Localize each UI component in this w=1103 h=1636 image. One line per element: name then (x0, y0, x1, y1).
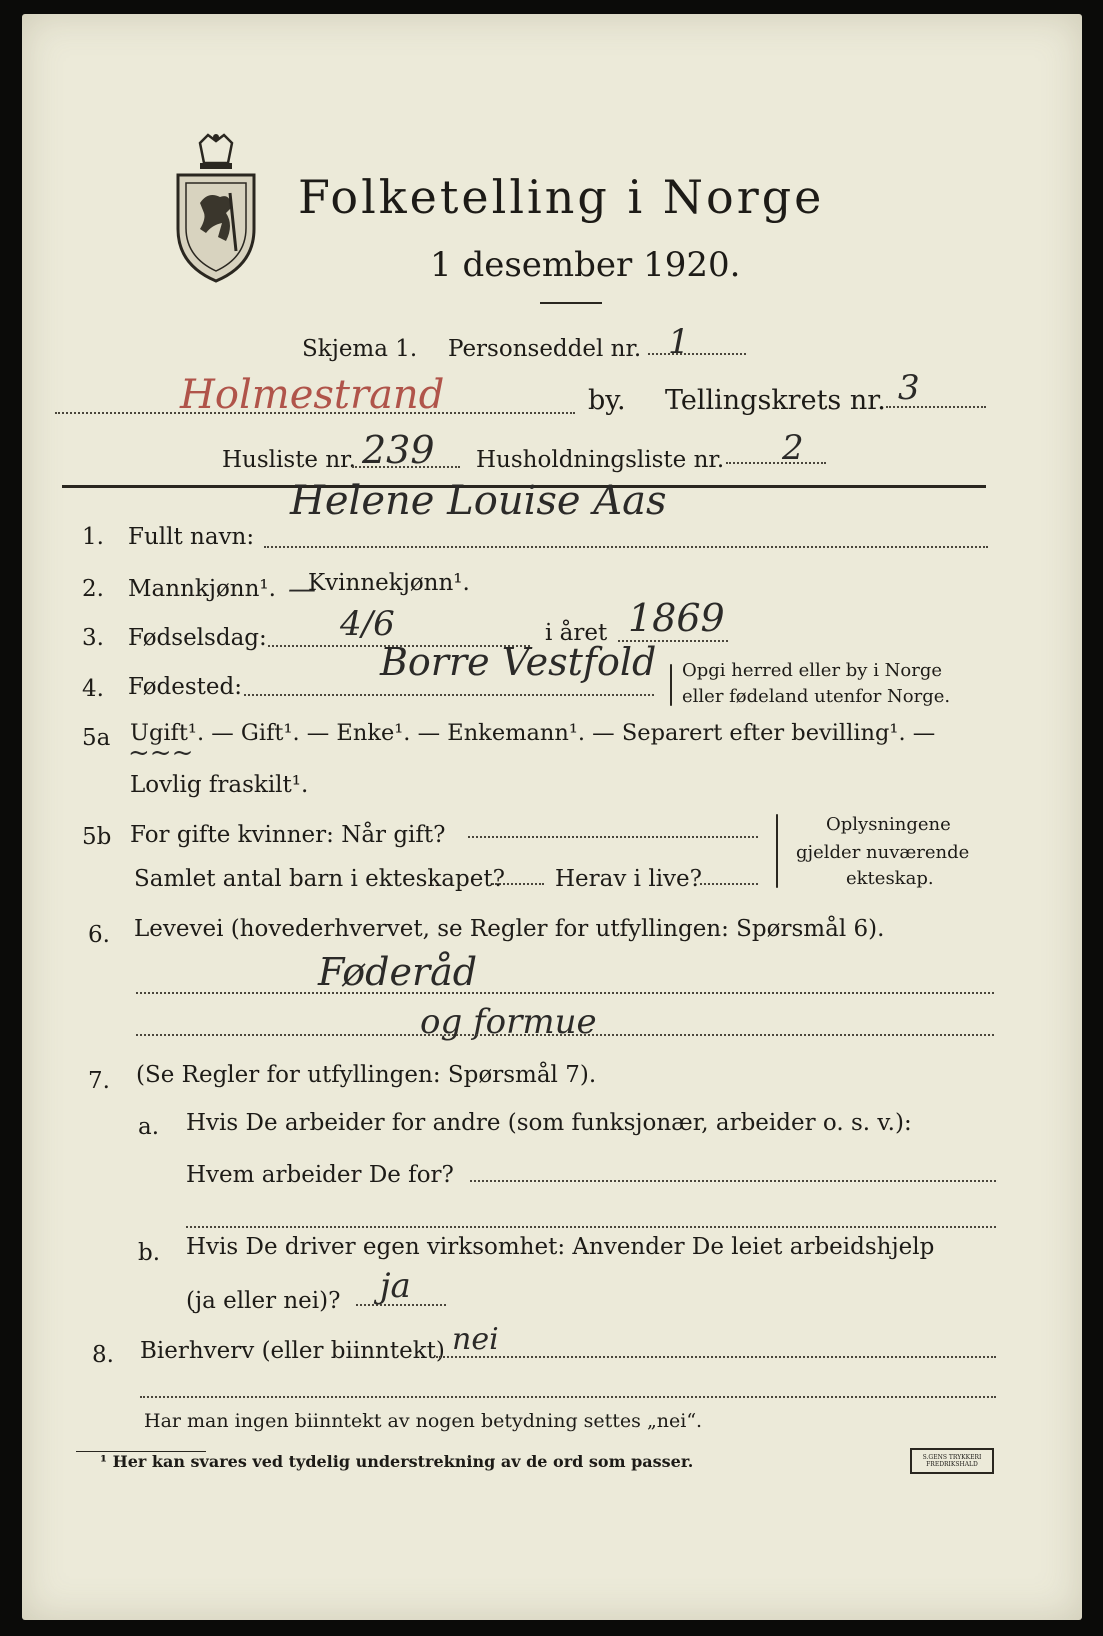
husliste-label: Husliste nr. (222, 447, 356, 473)
q7a-employer-field-2[interactable] (186, 1226, 996, 1228)
q5b-living-field[interactable] (700, 883, 758, 885)
q6-value-line2: og formue (420, 1002, 597, 1042)
q5a-ugift-underline: ~~~ (128, 738, 194, 768)
q7-number: 7. (88, 1068, 110, 1094)
q5b-note-line1: Oplysningene (826, 814, 951, 835)
q5b-note-brace (776, 814, 778, 888)
q5a-marital-options[interactable]: Ugift¹. — Gift¹. — Enke¹. — Enkemann¹. — Separert efter bevilling¹. — (130, 720, 936, 746)
q1-name-field[interactable] (264, 546, 988, 548)
census-date: 1 desember 1920. (430, 245, 741, 285)
q4-note-line2: eller fødeland utenfor Norge. (682, 686, 951, 707)
q7a-label1: Hvis De arbeider for andre (som funksjonær, arbeider o. s. v.): (186, 1110, 912, 1136)
q4-label: Fødested: (128, 674, 243, 700)
q7b-label1: Hvis De driver egen virksomhet: Anvender De leiet arbeidshjelp (186, 1234, 935, 1260)
q4-birthplace-field[interactable] (244, 694, 654, 696)
q5a-lovlig-fraskilt[interactable]: Lovlig fraskilt¹. (130, 772, 309, 798)
q7a-label2: Hvem arbeider De for? (186, 1162, 454, 1188)
q7-label: (Se Regler for utfyllingen: Spørsmål 7). (136, 1062, 597, 1088)
q1-name-value: Helene Louise Aas (290, 478, 667, 524)
printer-stamp: S.GENS TRYKKERI FREDRIKSHALD (910, 1448, 994, 1474)
q5b-children-label: Samlet antal barn i ekteskapet? (134, 866, 505, 892)
q8-side-income-field[interactable] (436, 1356, 996, 1358)
q3-birthday-value: 4/6 (340, 604, 395, 644)
q3-year-value: 1869 (628, 596, 725, 640)
q2-kvinnekjonn-label[interactable]: Kvinnekjønn¹. (308, 570, 470, 596)
by-label: by. (588, 385, 626, 416)
q7b-hired-help-value: ja (380, 1266, 411, 1306)
q6-field-line2[interactable] (136, 1034, 994, 1036)
q5a-number: 5a (82, 725, 111, 751)
q7b-letter: b. (138, 1240, 161, 1266)
q1-number: 1. (82, 524, 104, 550)
q5b-number: 5b (82, 824, 112, 850)
q4-birthplace-value: Borre Vestfold (380, 640, 657, 684)
personseddel-field[interactable] (648, 353, 746, 355)
q5b-married-label: For gifte kvinner: Når gift? (130, 822, 446, 848)
footer-note: Har man ingen biinntekt av nogen betydning settes „nei“. (144, 1410, 703, 1432)
q8-side-income-value: nei (452, 1322, 499, 1357)
skjema-label: Skjema 1. (302, 336, 418, 362)
q1-label: Fullt navn: (128, 524, 255, 550)
q6-value-line1: Føderåd (318, 950, 478, 994)
husholdning-label: Husholdningsliste nr. (476, 447, 725, 473)
title-divider (540, 302, 602, 304)
tellingskrets-label: Tellingskrets nr. (665, 385, 886, 416)
city-value: Holmestrand (180, 372, 445, 418)
q7a-letter: a. (138, 1114, 160, 1140)
q4-note-line1: Opgi herred eller by i Norge (682, 660, 943, 681)
husholdning-field[interactable] (726, 462, 826, 464)
q2-mannkjonn-label: Mannkjønn¹. (128, 576, 276, 602)
q2-number: 2. (82, 576, 104, 602)
q4-number: 4. (82, 676, 104, 702)
q5b-note-line3: ekteskap. (846, 868, 934, 889)
q8-label: Bierhverv (eller biinntekt) (140, 1338, 445, 1364)
q5b-married-field[interactable] (468, 836, 758, 838)
footnote: ¹ Her kan svares ved tydelig understrekning av de ord som passer. (100, 1452, 694, 1471)
form-title: Folketelling i Norge (298, 170, 825, 224)
q7b-label2: (ja eller nei)? (186, 1288, 341, 1314)
q3-year-label: i året (545, 620, 608, 646)
q2-selection-mark: — (288, 572, 316, 605)
q3-label: Fødselsdag: (128, 625, 267, 651)
q6-field-line1[interactable] (136, 992, 994, 994)
tellingskrets-value: 3 (898, 368, 920, 408)
q8-number: 8. (92, 1342, 114, 1368)
q4-note-brace (670, 664, 672, 706)
husliste-value: 239 (362, 428, 435, 472)
personseddel-value: 1 (668, 322, 690, 362)
q6-label: Levevei (hovederhvervet, se Regler for utfyllingen: Spørsmål 6). (134, 916, 885, 942)
q5b-living-label: Herav i live? (555, 866, 702, 892)
q3-number: 3. (82, 625, 104, 651)
coat-of-arms-icon (170, 133, 262, 283)
q7a-employer-field[interactable] (470, 1180, 996, 1182)
q8-side-income-field-2[interactable] (140, 1396, 996, 1398)
q5b-note-line2: gjelder nuværende (796, 842, 970, 863)
personseddel-label: Personseddel nr. (448, 336, 642, 362)
husholdning-value: 2 (782, 428, 804, 468)
q6-number: 6. (88, 922, 110, 948)
q5b-children-field[interactable] (492, 883, 544, 885)
